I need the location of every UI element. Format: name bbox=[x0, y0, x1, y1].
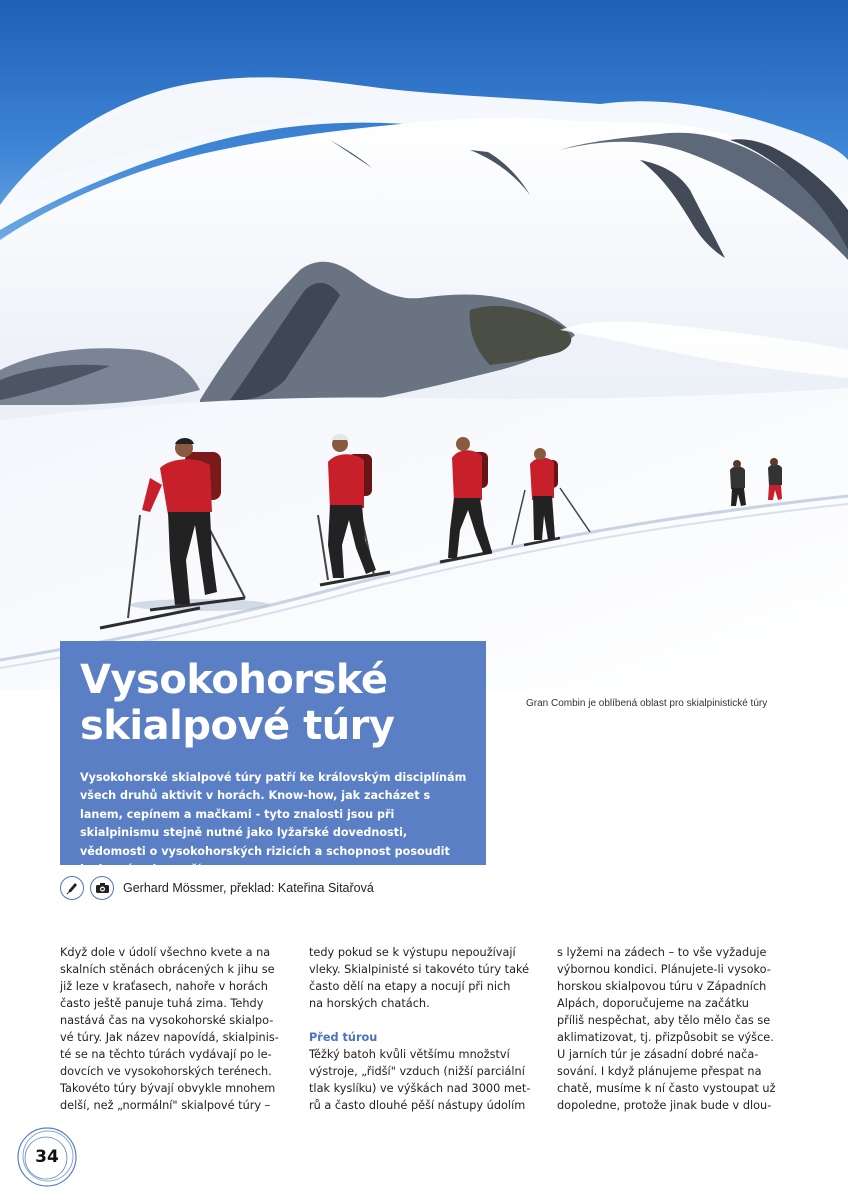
body-line: té se na těchto túrách vydávají po le- bbox=[60, 1048, 272, 1061]
body-line: často dělí na etapy a nocují při nich bbox=[309, 980, 511, 993]
section-subheading: Před túrou bbox=[309, 1031, 378, 1044]
body-line: již leze v kraťasech, nahoře v horách bbox=[60, 980, 268, 993]
body-line: aklimatizovat, tj. přizpůsobit se výšce. bbox=[557, 1031, 774, 1044]
body-line: rů a často dlouhé pěší nástupy údolím bbox=[309, 1099, 526, 1112]
body-line: horskou skialpovou túru v Západních bbox=[557, 980, 767, 993]
body-line: vé túry. Jak název napovídá, skialpinis- bbox=[60, 1031, 279, 1044]
author-credit: Gerhard Mössmer, překlad: Kateřina Sitařová bbox=[123, 881, 374, 895]
body-line: vleky. Skialpinisté si takovéto túry také bbox=[309, 963, 530, 976]
body-line: dovcích ve vysokohorských terénech. bbox=[60, 1065, 272, 1078]
pen-icon bbox=[60, 876, 84, 900]
body-line: s lyžemi na zádech – to vše vyžaduje bbox=[557, 946, 767, 959]
article-lead: Vysokohorské skialpové túry patří ke královským disciplínám všech druhů aktivit v horách. Know-how, jak zacházet s lanem, cepínem a mačkami - tyto znalosti jsou při skialpinismu stejně nutné jako lyžařské dovednosti, vědomosti o vysokohorských rizicích a schopnost posoudit lavinové nebezpečí. bbox=[80, 771, 467, 877]
body-line: výbornou kondici. Plánujete-li vysoko- bbox=[557, 963, 771, 976]
article-title-line2: skialpové túry bbox=[80, 703, 395, 749]
body-line: nastává čas na vysokohorské skialpo- bbox=[60, 1014, 274, 1027]
body-line: často ještě panuje tuhá zima. Tehdy bbox=[60, 997, 264, 1010]
body-line: na horských chatách. bbox=[309, 997, 430, 1010]
body-line: příliš nespěchat, aby tělo mělo čas se bbox=[557, 1014, 771, 1027]
body-column-1 bbox=[60, 944, 288, 1114]
photo-caption: Gran Combin je oblíbená oblast pro skialpinistické túry bbox=[526, 698, 768, 709]
body-column-2 bbox=[309, 944, 537, 1114]
camera-icon bbox=[90, 876, 114, 900]
body-line: výstroje, „řidší" vzduch (nižší parciální bbox=[309, 1065, 525, 1078]
body-line: tlak kyslíku) ve výškách nad 3000 met- bbox=[309, 1082, 531, 1095]
body-line: Těžký batoh kvůli většímu množství bbox=[309, 1048, 510, 1061]
body-line: Alpách, doporučujeme na začátku bbox=[557, 997, 749, 1010]
byline bbox=[60, 876, 374, 900]
body-line: Když dole v údolí všechno kvete a na bbox=[60, 946, 271, 959]
body-line: U jarních túr je zásadní dobré nača- bbox=[557, 1048, 759, 1061]
body-line: tedy pokud se k výstupu nepoužívají bbox=[309, 946, 516, 959]
body-line: skalních stěnách obrácených k jihu se bbox=[60, 963, 275, 976]
body-line: delší, než „normální" skialpové túry – bbox=[60, 1099, 271, 1112]
body-line: Takovéto túry bývají obvykle mnohem bbox=[60, 1082, 276, 1095]
body-line: chatě, musíme k ní často vystoupat už bbox=[557, 1082, 776, 1095]
article-title-line1: Vysokohorské bbox=[80, 657, 388, 703]
body-line: sování. I když plánujeme přespat na bbox=[557, 1065, 762, 1078]
body-column-3 bbox=[557, 944, 785, 1114]
body-line: dopoledne, protože jinak bude v dlou- bbox=[557, 1099, 772, 1112]
page-number: 34 bbox=[35, 1147, 59, 1167]
page-number-badge bbox=[14, 1124, 80, 1190]
title-panel bbox=[60, 641, 486, 877]
